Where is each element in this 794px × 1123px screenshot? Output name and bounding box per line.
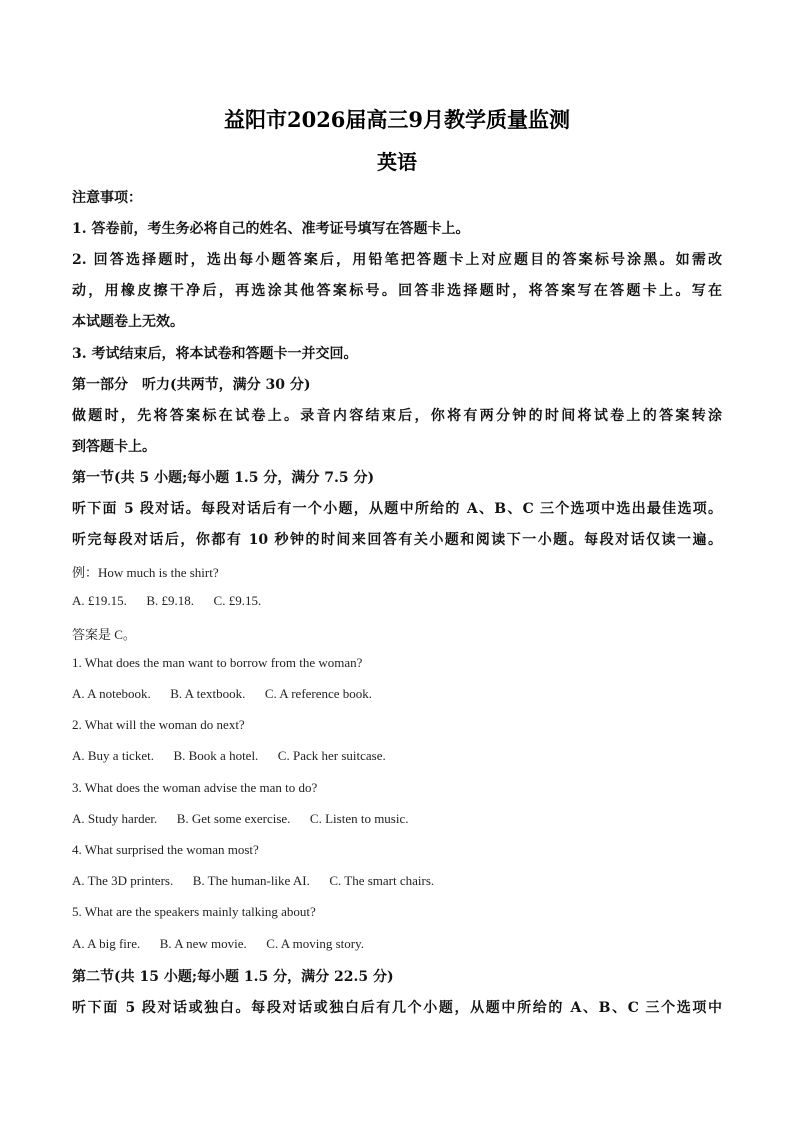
question-2-options: A. Buy a ticket. B. Book a hotel. C. Pack her suitcase. (72, 748, 386, 763)
part-1-intro-line-2: 到答题卡上。 (72, 439, 156, 455)
section-2-instruction-line-1: 听下面 5 段对话或独白。每段对话或独白后有几个小题，从题中所给的 A、B、C 三个选项中 (72, 1000, 722, 1016)
part-1-heading: 第一部分 听力(共两节，满分 30 分) (72, 377, 311, 393)
notice-item-3: 3. 考试结束后，将本试卷和答题卡一并交回。 (72, 346, 358, 362)
notice-item-2-line-2: 动，用橡皮擦干净后，再选涂其他答案标号。回答非选择题时，将答案写在答题卡上。写在 (72, 283, 722, 299)
question-5: 5. What are the speakers mainly talking about? (72, 904, 316, 919)
section-2-heading: 第二节(共 15 小题;每小题 1.5 分，满分 22.5 分) (72, 969, 394, 985)
notice-heading: 注意事项： (72, 190, 142, 206)
question-1-options: A. A notebook. B. A textbook. C. A reference book. (72, 686, 373, 701)
question-3: 3. What does the woman advise the man to do? (72, 780, 318, 795)
part-1-intro-line-1: 做题时，先将答案标在试卷上。录音内容结束后，你将有两分钟的时间将试卷上的答案转涂 (72, 408, 722, 424)
exam-title: 益阳市2026届高三9月教学质量监测 (223, 107, 571, 132)
example-options: A. £19.15. B. £9.18. C. £9.15. (72, 593, 262, 608)
notice-item-2-line-3: 本试题卷上无效。 (72, 314, 184, 330)
question-4: 4. What surprised the woman most? (72, 842, 259, 857)
section-1-instruction-line-2: 听完每段对话后，你都有 10 秒钟的时间来回答有关小题和阅读下一小题。每段对话仅读一遍。 (72, 532, 722, 548)
question-5-options: A. A big fire. B. A new movie. C. A moving story. (72, 936, 365, 951)
example-question: 例：How much is the shirt? (72, 565, 219, 580)
section-1-heading: 第一节(共 5 小题;每小题 1.5 分，满分 7.5 分) (72, 470, 375, 486)
question-1: 1. What does the man want to borrow from the woman? (72, 655, 363, 670)
section-1-instruction-line-1: 听下面 5 段对话。每段对话后有一个小题，从题中所给的 A、B、C 三个选项中选出最佳选项。 (72, 501, 722, 517)
question-2: 2. What will the woman do next? (72, 717, 245, 732)
question-4-options: A. The 3D printers. B. The human-like AI. C. The smart chairs. (72, 873, 435, 888)
notice-item-2-line-1: 2. 回答选择题时，选出每小题答案后，用铅笔把答题卡上对应题目的答案标号涂黑。如需改 (72, 252, 722, 268)
question-3-options: A. Study harder. B. Get some exercise. C. Listen to music. (72, 811, 409, 826)
example-answer: 答案是 C。 (72, 627, 136, 642)
notice-item-1: 1. 答卷前，考生务必将自己的姓名、准考证号填写在答题卡上。 (72, 221, 470, 237)
subject-title: 英语 (377, 150, 417, 174)
